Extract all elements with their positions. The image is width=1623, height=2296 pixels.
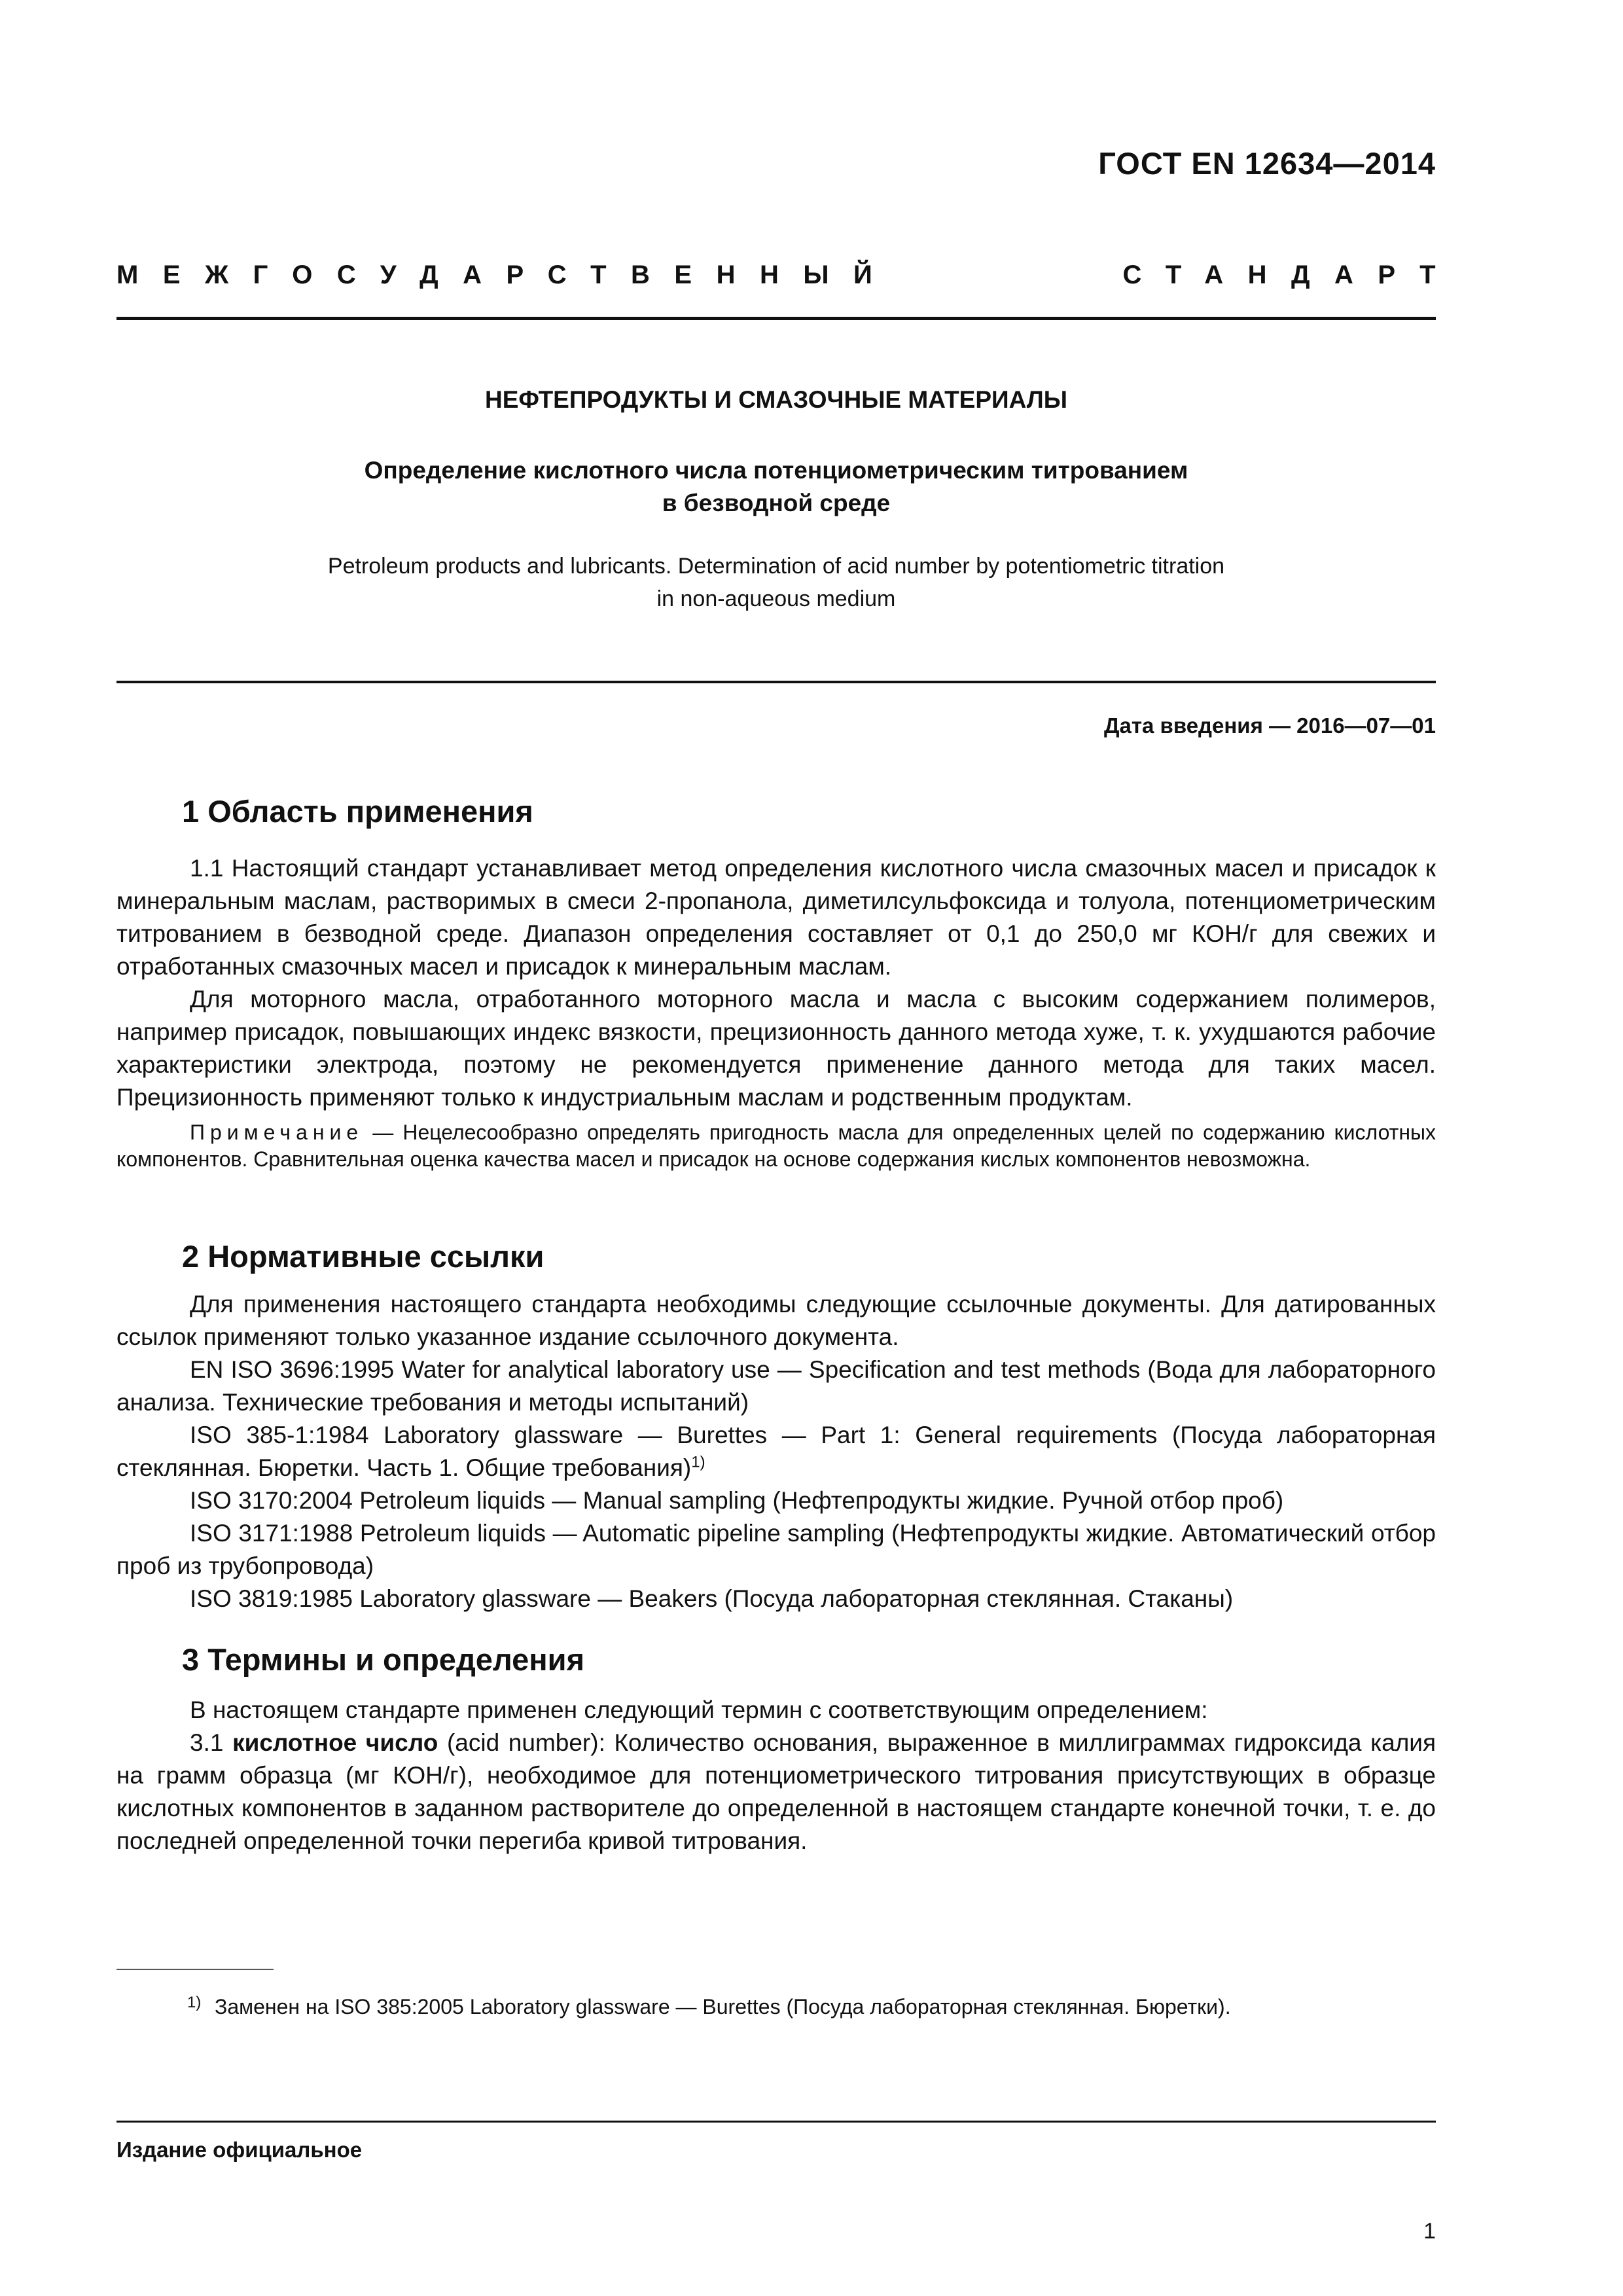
footnote-divider bbox=[116, 1969, 274, 1970]
paragraph-scope-1-text: 1.1 Настоящий стандарт устанавливает метод определения кислотного числа смазочных масел и присадок к минеральным маслам, растворимых в смеси 2-пропанола, диметилсульфоксида и толуола, потенциометрическим титрованием в безводной среде. Диапазон определения составляет от 0,1 до 250,0 мг КОН/г для свежих и отработанных смазочных масел и присадок к минеральным маслам. bbox=[116, 855, 1436, 980]
paragraph-references-intro bbox=[116, 1288, 1436, 1354]
section-heading-scope: 1 Область применения bbox=[182, 794, 533, 829]
standard-title: НЕФТЕПРОДУКТЫ И СМАЗОЧНЫЕ МАТЕРИАЛЫ bbox=[485, 386, 1067, 413]
terms-intro-text: В настоящем стандарте применен следующий термин с соответствующим определением: bbox=[190, 1696, 1208, 1723]
document-page bbox=[116, 0, 1460, 2296]
references-intro-text: Для применения настоящего стандарта необходимы следующие ссылочные документы. Для датированных ссылок применяют только указанное издание ссылочного документа. bbox=[116, 1291, 1436, 1350]
term-definition-text: (acid number): Количество основания, выраженное в миллиграммах гидроксида калия на грамм образца (мг КОН/г), необходимое для потенциометрического титрования присутствующих в образце кислотных компонентов в заданном растворителе до определенной в настоящем стандарте конечной точки, т. е. до последней определенной точки перегиба кривой титрования. bbox=[116, 1729, 1436, 1854]
interstate-standard-banner bbox=[116, 260, 1460, 300]
footer-divider bbox=[116, 2121, 1436, 2123]
banner-word-standard: СТАНДАРТ bbox=[1122, 260, 1460, 289]
reference-item bbox=[116, 1484, 1436, 1517]
english-title-line-1: Petroleum products and lubricants. Determination of acid number by potentiometric titration bbox=[327, 554, 1225, 579]
reference-item bbox=[116, 1419, 1436, 1484]
reference-item bbox=[116, 1583, 1436, 1615]
reference-text: ISO 3171:1988 Petroleum liquids — Automatic pipeline sampling (Нефтепродукты жидкие. Автоматический отбор проб из трубопровода) bbox=[116, 1520, 1436, 1579]
page-number: 1 bbox=[1423, 2219, 1436, 2244]
subtitle-line-1: Определение кислотного числа потенциометрическим титрованием bbox=[364, 457, 1188, 484]
note-label: Примечание bbox=[190, 1121, 364, 1144]
subtitle-line-2: в безводной среде bbox=[662, 490, 891, 516]
footnote-reference-mark: 1) bbox=[691, 1453, 705, 1471]
section-heading-terms: 3 Термины и определения bbox=[182, 1642, 584, 1677]
reference-text: ISO 3170:2004 Petroleum liquids — Manual sampling (Нефтепродукты жидкие. Ручной отбор проб) bbox=[190, 1487, 1284, 1514]
section-heading-normative-references: 2 Нормативные ссылки bbox=[182, 1239, 544, 1274]
paragraph-scope-2-text: Для моторного масла, отработанного моторного масла и масла с высоким содержанием полимеров, например присадок, повышающих индекс вязкости, прецизионность данного метода хуже, т. к. ухудшаются рабочие характеристики электрода, поэтому не рекомендуется применение данного метода для таких масел. Прецизионность применяют только к индустриальным маслам и родственным продуктам. bbox=[116, 986, 1436, 1111]
term-number: 3.1 bbox=[190, 1729, 233, 1756]
footnote-mark: 1) bbox=[187, 1994, 202, 2011]
paragraph-scope-1 bbox=[116, 852, 1436, 983]
reference-item bbox=[116, 1517, 1436, 1583]
reference-item bbox=[116, 1354, 1436, 1419]
title-divider bbox=[116, 681, 1436, 683]
english-title-line-2: in non-aqueous medium bbox=[656, 586, 896, 611]
banner-word-interstate: МЕЖГОСУДАРСТВЕННЫЙ bbox=[116, 260, 897, 289]
note bbox=[116, 1119, 1436, 1173]
term-name: кислотное число bbox=[232, 1729, 438, 1756]
edition-label: Издание официальное bbox=[116, 2138, 363, 2162]
header-divider bbox=[116, 317, 1436, 320]
term-definition bbox=[116, 1727, 1436, 1857]
effective-date: Дата введения — 2016—07—01 bbox=[1104, 713, 1436, 738]
document-number: ГОСТ EN 12634—2014 bbox=[1098, 146, 1436, 181]
paragraph-scope-2 bbox=[116, 983, 1436, 1114]
footnote-text: Заменен на ISO 385:2005 Laboratory glassware — Burettes (Посуда лабораторная стеклянная. Бюретки). bbox=[215, 1995, 1231, 2018]
reference-text: ISO 385-1:1984 Laboratory glassware — Burettes — Part 1: General requirements (Посуда лабораторная стеклянная. Бюретки. Часть 1. Общие требования) bbox=[116, 1422, 1436, 1481]
reference-text: EN ISO 3696:1995 Water for analytical laboratory use — Specification and test methods (Вода для лабораторного анализа. Технические требования и методы испытаний) bbox=[116, 1356, 1436, 1416]
english-title bbox=[116, 550, 1436, 615]
reference-text: ISO 3819:1985 Laboratory glassware — Beakers (Посуда лабораторная стеклянная. Стаканы) bbox=[190, 1585, 1234, 1612]
note-text: — Нецелесообразно определять пригодность масла для определенных целей по содержанию кислотных компонентов. Сравнительная оценка качества масел и присадок на основе содержания кислых компонентов невозможна. bbox=[116, 1121, 1436, 1171]
standard-subtitle bbox=[116, 454, 1436, 520]
paragraph-terms-intro bbox=[116, 1694, 1436, 1727]
